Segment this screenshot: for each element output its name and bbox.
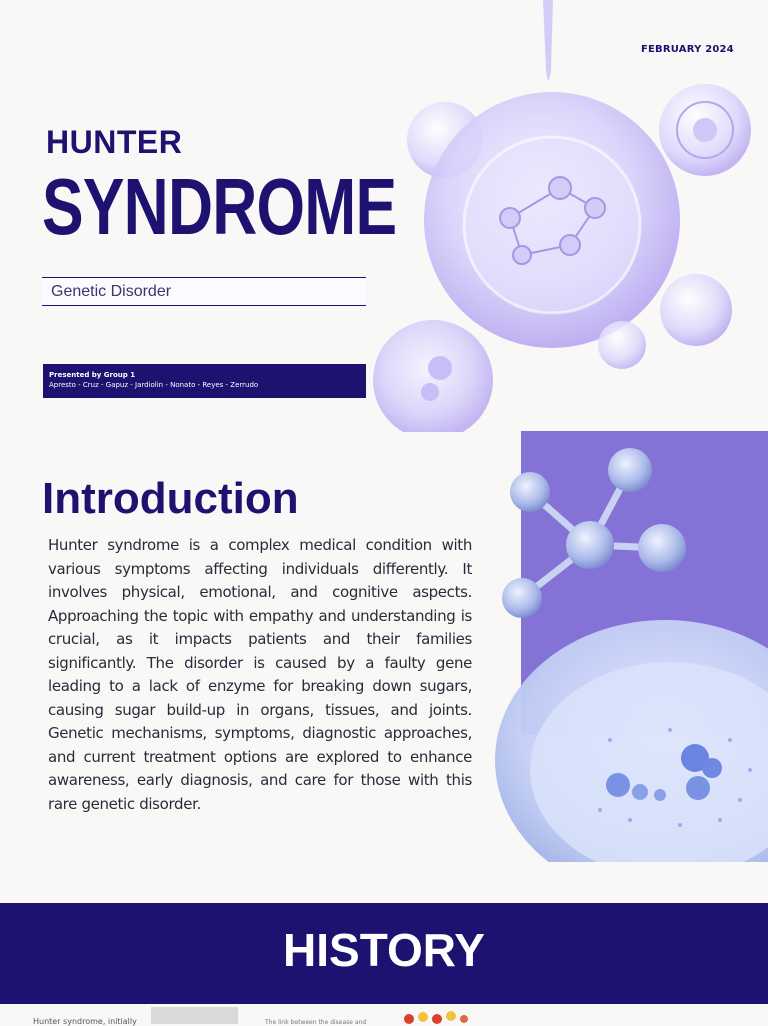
history-heading: HISTORY [283, 924, 485, 976]
intro-heading: Introduction [42, 474, 299, 523]
presented-by-label: Presented by Group 1 [49, 371, 136, 379]
cell-bubble-illustration [360, 0, 768, 432]
date-label: FEBRUARY 2024 [641, 44, 734, 55]
intro-body: Hunter syndrome is a complex medical condition with various symptoms affecting individuals differently. It involves physical, emotional, and cognitive aspects. Approaching the topic with empathy and understanding is crucial, as it impacts patients and their families significantly. The disorder is caused by a faulty gene leading to a lack of enzyme for breaking down sugars, causing sugar build-up in organs, tissues, and joints. Genetic mechanisms, symptoms, diagnostic approaches, and current treatment options are explored to enhance awareness, early diagnosis, and care for those with this rare genetic disorder. [48, 536, 472, 813]
members-list: Apresto - Cruz - Gapuz - Jardiolin - Nonato - Reyes - Zerrudo [49, 381, 259, 389]
history-banner [0, 903, 768, 1004]
title-line-2: SYNDROME [42, 162, 397, 251]
history-snippet-left: Hunter syndrome, initially [33, 1017, 137, 1026]
molecule-illustration [490, 440, 768, 862]
history-snippet-right: The link between the disease and [265, 1019, 367, 1026]
history-image-left [151, 1007, 238, 1024]
title-line-1: HUNTER [46, 124, 183, 160]
history-image-right [401, 1007, 471, 1024]
petri-dish-illustration [495, 620, 768, 862]
subtitle-text: Genetic Disorder [51, 283, 172, 300]
subtitle-box [42, 277, 366, 306]
presenters-box [43, 364, 366, 398]
